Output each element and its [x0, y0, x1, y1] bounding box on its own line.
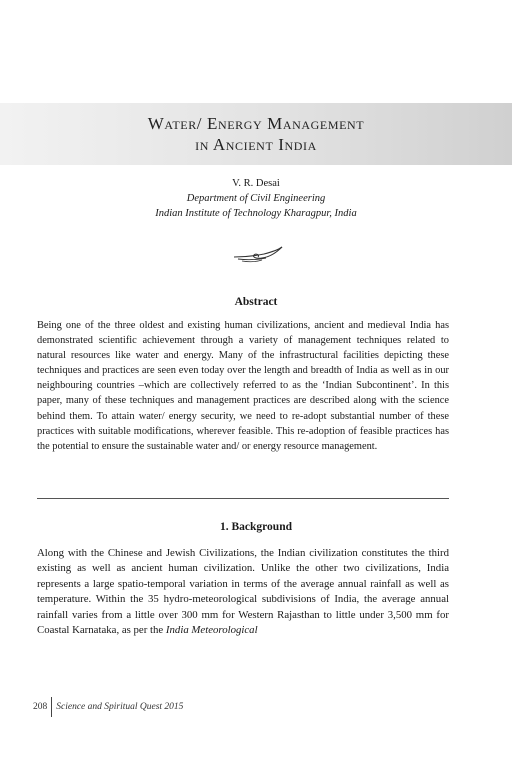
section-heading: 1. Background: [219, 521, 292, 533]
paper-title-line-2: in Ancient India: [195, 135, 317, 154]
section-body-text: Along with the Chinese and Jewish Civilizations, the Indian civilization constitutes the third existing as well as ancient human civilization. Unlike the other two civilizations, India represents a large spatio-temporal variation in terms of the average annual rainfall as well as temperature. Within the 35 hydro-meteorological subdivisions of India, the average annual rainfall varies from a little over 300 mm for Western Rajasthan to little under 3,500 mm for Coastal Karnataka, as per the: [37, 547, 449, 637]
section-divider: [37, 498, 449, 499]
section-body-italic: India Meteorological: [165, 624, 258, 637]
paper-title-line-1: Water/ Energy Management: [147, 114, 365, 133]
footer-divider: [51, 697, 52, 717]
abstract-heading: Abstract: [234, 296, 278, 308]
page-number: 208: [33, 702, 48, 712]
author-name: V. R. Desai: [232, 178, 280, 189]
section-body: [37, 546, 449, 638]
title-band: [0, 103, 512, 165]
journal-name: Science and Spiritual Quest 2015: [56, 702, 184, 712]
author-block: [0, 176, 512, 221]
author-department: Department of Civil Engineering: [186, 193, 326, 204]
page-footer: [33, 700, 183, 714]
flourish-ornament-icon: [230, 244, 286, 264]
author-institute: Indian Institute of Technology Kharagpur, India: [155, 208, 357, 219]
abstract-text: Being one of the three oldest and existing human civilizations, ancient and medieval India has demonstrated scientific achievement through a variety of management techniques related to natural resources like water and energy. Many of the infrastructural facilities depicting these techniques and practices are seen even today over the length and breadth of India as well as in our neighbouring countries –which are collectively referred to as the ‘Indian Subcontinent’. In this paper, many of these techniques and management practices are described along with the science behind them. To attain water/ energy security, we need to re-adopt substantial number of these practices with suitable modifications, wherever feasible. This re-adoption of feasible practices has the potential to ensure the sustainable water and/ or energy resource management.: [37, 320, 449, 452]
